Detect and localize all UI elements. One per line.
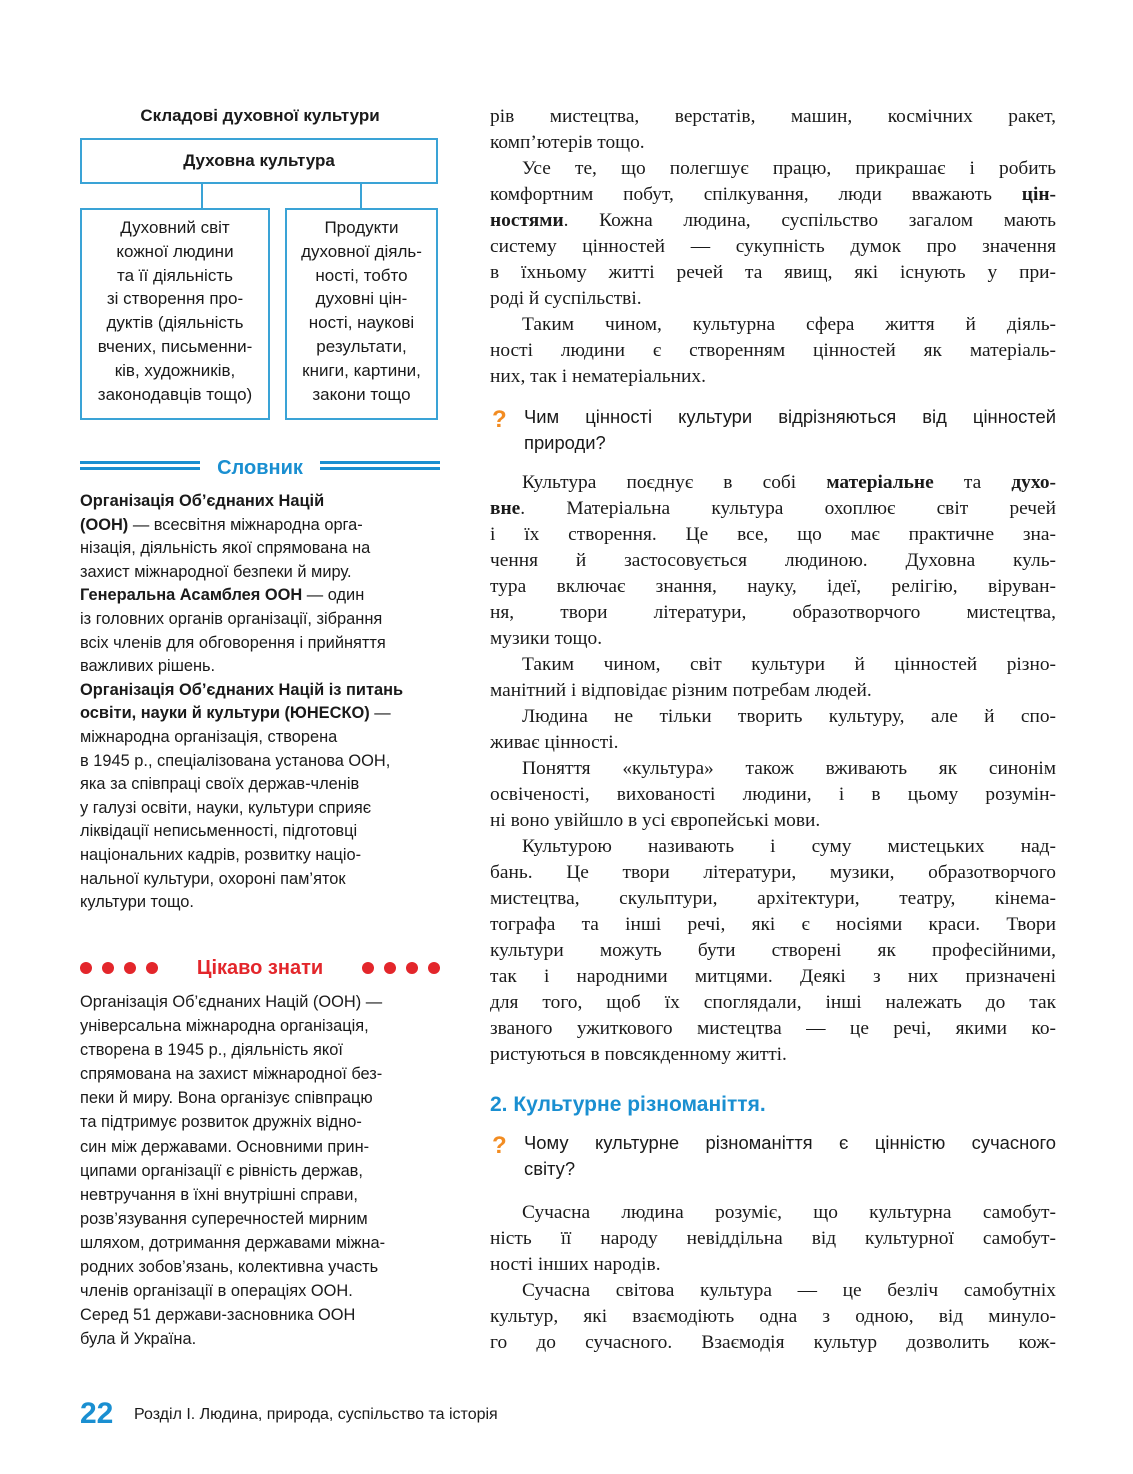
vocab-header bbox=[80, 455, 440, 481]
text-line: тографа та інші речі, які є носіями краси. Твори bbox=[490, 914, 1056, 935]
text-line bbox=[490, 208, 1056, 234]
vocab-def: нізація, діяльність якої спрямована на bbox=[80, 539, 371, 558]
text-line: манітний і відповідає різним потребам людей. bbox=[490, 680, 872, 701]
fact-line: син між державами. Основними прин- bbox=[80, 1137, 370, 1156]
vocab-def: у галузі освіти, науки, культури сприяє bbox=[80, 798, 372, 817]
text-line bbox=[490, 182, 1056, 208]
fact-title: Цікаво знати bbox=[196, 957, 324, 979]
fact-line: спрямована на захист міжнародної без- bbox=[80, 1065, 383, 1084]
text-line: них, так і нематеріальних. bbox=[490, 366, 706, 387]
box-line: результати, bbox=[316, 336, 407, 356]
vocab-def: нальної культури, охороні пам’яток bbox=[80, 869, 346, 888]
text-run: комфортним побут, спілкування, люди вважають bbox=[490, 184, 1022, 205]
vocab-def: всіх членів для обговорення і прийняття bbox=[80, 633, 386, 652]
text-line bbox=[490, 496, 1056, 522]
bold-term: цін- bbox=[1021, 184, 1056, 205]
fact-line: та підтримує розвиток дружніх відно- bbox=[80, 1113, 362, 1132]
fact-line: пеки й миру. Вона організує співпрацю bbox=[80, 1089, 373, 1108]
vocab-term: (ООН) bbox=[80, 515, 129, 534]
text-line: музики тощо. bbox=[490, 628, 603, 649]
fact-line: Організація Об’єднаних Націй (ООН) — bbox=[80, 993, 383, 1011]
box-line: кожної людини bbox=[116, 241, 234, 261]
question-block bbox=[490, 404, 1056, 456]
box-line: ності, наукові bbox=[308, 313, 415, 333]
text-line: го до сучасного. Взаємодія культур дозволить кож- bbox=[490, 1332, 1056, 1353]
vocab-entry bbox=[80, 679, 440, 915]
box-line: книги, картини, bbox=[302, 360, 421, 380]
fact-line: невтручання в їхні внутрішні справи, bbox=[80, 1185, 358, 1204]
fact-line: була й Україна. bbox=[80, 1330, 197, 1349]
diagram-connector-right bbox=[360, 184, 362, 208]
box-line: ності, тобто bbox=[315, 265, 408, 285]
fact-line: родних зобов’язань, колективна участь bbox=[80, 1258, 379, 1277]
text-line: і їх створення. Це все, що має практичне зна- bbox=[490, 524, 1056, 545]
text-line: ні воно увійшло в усі європейські мови. bbox=[490, 810, 821, 831]
text-line: Таким чином, світ культури й цінностей різно- bbox=[522, 654, 1056, 675]
text-line: культури можуть бути створені як професійними, bbox=[490, 940, 1056, 961]
text-line: ності інших народів. bbox=[490, 1254, 661, 1275]
text-run: та bbox=[933, 472, 1012, 493]
bold-term: матеріальне bbox=[826, 472, 934, 493]
question-line: Чим цінності культури відрізняються від цінностей bbox=[524, 406, 1056, 427]
text-line: Поняття «культура» також вживають як синонім bbox=[522, 758, 1056, 779]
box-line: духовної діяль- bbox=[301, 241, 422, 261]
left-column bbox=[80, 104, 440, 458]
bold-term: духо- bbox=[1011, 472, 1056, 493]
bold-term: вне bbox=[490, 498, 521, 519]
diagram-connector-left bbox=[201, 184, 203, 208]
vocab-def: міжнародна організація, створена bbox=[80, 727, 338, 746]
fact-line: розв’язування суперечностей мирним bbox=[80, 1209, 368, 1228]
text-line: мистецтва, скульптури, архітектури, театру, кінема- bbox=[490, 888, 1056, 909]
text-line: Сучасна світова культура — це безліч самобутніх bbox=[522, 1280, 1056, 1301]
text-line: чення й застосовується людиною. Духовна куль- bbox=[490, 550, 1056, 571]
text-run: . Кожна людина, суспільство загалом мають bbox=[563, 210, 1056, 231]
box-line: ків, художників, bbox=[114, 360, 236, 380]
box-line: законодавців тощо) bbox=[97, 384, 253, 404]
fact-text bbox=[80, 990, 440, 1351]
fact-line: універсальна міжнародна організація, bbox=[80, 1017, 369, 1036]
vocab-def: важливих рішень. bbox=[80, 657, 216, 676]
text-run: . Матеріальна культура охоплює світ речей bbox=[520, 498, 1056, 519]
fact-line: шляхом, дотримання державами міжна- bbox=[80, 1233, 386, 1252]
text-line: ність її народу невіддільна від культурної самобут- bbox=[490, 1228, 1056, 1249]
culture-diagram bbox=[80, 138, 440, 458]
text-line: освіченості, вихованості людини, і в цьому розумін- bbox=[490, 784, 1056, 805]
vocab-entry bbox=[80, 584, 440, 678]
box-line: зі створення про- bbox=[106, 289, 244, 309]
box-line: та її діяльність bbox=[117, 265, 233, 285]
fact-line: створена в 1945 р., діяльність якої bbox=[80, 1041, 343, 1060]
vocab-term: Генеральна Асамблея ООН bbox=[80, 586, 303, 605]
box-line: дуктів (діяльність bbox=[106, 313, 244, 333]
text-line: бань. Це твори літератури, музики, образотворчого bbox=[490, 862, 1056, 883]
text-line: ності людини є створенням цінностей як матеріаль- bbox=[490, 340, 1056, 361]
text-line: Усе те, що полегшує працю, прикрашає і робить bbox=[522, 158, 1056, 179]
text-line: культур, які взаємодіють одна з одною, від минуло- bbox=[490, 1306, 1056, 1327]
question-icon: ? bbox=[492, 406, 507, 433]
diagram-title: Складові духовної культури bbox=[140, 106, 380, 125]
box-line: вчених, письменни- bbox=[97, 336, 253, 356]
text-line: систему цінностей — сукупність думок про значення bbox=[490, 236, 1056, 257]
vocab-def: захист міжнародної безпеки й миру. bbox=[80, 562, 352, 581]
box-line: Продукти bbox=[324, 218, 399, 237]
text-line: для того, щоб їх споглядали, інші належать до так bbox=[490, 992, 1056, 1013]
vocab-def: із головних органів організації, зібрання bbox=[80, 609, 383, 628]
text-line: Сучасна людина розуміє, що культурна самобут- bbox=[522, 1202, 1056, 1223]
text-line: рів мистецтва, верстатів, машин, космічних ракет, bbox=[490, 106, 1056, 127]
main-text-column bbox=[490, 104, 1056, 1356]
bold-term: ностями bbox=[490, 210, 564, 231]
vocab-title: Словник bbox=[207, 457, 313, 479]
text-line: Культурою називають і суму мистецьких над- bbox=[522, 836, 1056, 857]
fact-line: Серед 51 держави-засновника ООН bbox=[80, 1306, 356, 1325]
vocab-def: — всесвітня міжнародна орга- bbox=[128, 515, 363, 534]
text-line: Людина не тільки творить культуру, але й спо- bbox=[522, 706, 1056, 727]
text-line: комп’ютерів тощо. bbox=[490, 132, 645, 153]
vocab-entry bbox=[80, 490, 440, 584]
vocab-term: освіти, науки й культури (ЮНЕСКО) bbox=[80, 704, 370, 723]
vocab-list bbox=[80, 490, 440, 915]
vocab-def: національних кадрів, розвитку націо- bbox=[80, 845, 362, 864]
fact-header bbox=[80, 954, 440, 982]
text-line: тура включає знання, науку, ідеї, релігію, віруван- bbox=[490, 576, 1056, 597]
fact-line: членів організації в операціях ООН. bbox=[80, 1282, 353, 1301]
text-line: ня, твори літератури, образотворчого мистецтва, bbox=[490, 602, 1056, 623]
vocab-def: в 1945 р., спеціалізована установа ООН, bbox=[80, 751, 391, 770]
box-line: Духовний світ bbox=[120, 218, 230, 237]
question-icon: ? bbox=[492, 1132, 507, 1159]
diagram-right-box bbox=[285, 208, 438, 420]
section-title: 2. Культурне різноманіття. bbox=[490, 1093, 766, 1116]
footer-section: Розділ І. Людина, природа, суспільство та історія bbox=[134, 1406, 498, 1423]
text-run: Культура поєднує в собі bbox=[522, 472, 827, 493]
fact-line: ципами організації є рівність держав, bbox=[80, 1161, 363, 1180]
vocab-def: — bbox=[369, 704, 391, 723]
vocab-def: — один bbox=[302, 586, 365, 605]
text-line: так і народними митцями. Деякі з них призначені bbox=[490, 966, 1056, 987]
text-line: в їхньому житті речей та явищ, які існують у при- bbox=[490, 262, 1056, 283]
vocab-term: Організація Об’єднаних Націй із питань bbox=[80, 680, 404, 699]
question-block bbox=[490, 1130, 1056, 1182]
text-line bbox=[490, 470, 1056, 496]
vocab-def: культури тощо. bbox=[80, 893, 194, 912]
vocab-def: ліквідації неписьменності, підготовці bbox=[80, 822, 358, 841]
text-line: званого ужиткового мистецтва — це речі, якими ко- bbox=[490, 1018, 1056, 1039]
fact-dots-right bbox=[362, 962, 440, 974]
page-number: 22 bbox=[80, 1397, 114, 1430]
diagram-left-box bbox=[80, 208, 270, 420]
text-line: живає цінності. bbox=[490, 732, 619, 753]
box-line: закони тощо bbox=[312, 384, 411, 404]
vocab-def: яка за співпраці своїх держав-членів bbox=[80, 775, 360, 794]
vocab-term: Організація Об’єднаних Націй bbox=[80, 492, 325, 510]
text-line: роді й суспільстві. bbox=[490, 288, 642, 309]
box-line: духовні цін- bbox=[315, 289, 408, 309]
diagram-top-box: Духовна культура bbox=[80, 138, 438, 184]
question-line: світу? bbox=[524, 1158, 576, 1179]
text-line: Таким чином, культурна сфера життя й діяль- bbox=[522, 314, 1056, 335]
question-line: Чому культурне різноманіття є цінністю сучасного bbox=[524, 1132, 1056, 1153]
text-line: ристуються в повсякденному житті. bbox=[490, 1044, 787, 1065]
question-line: природи? bbox=[524, 432, 606, 453]
